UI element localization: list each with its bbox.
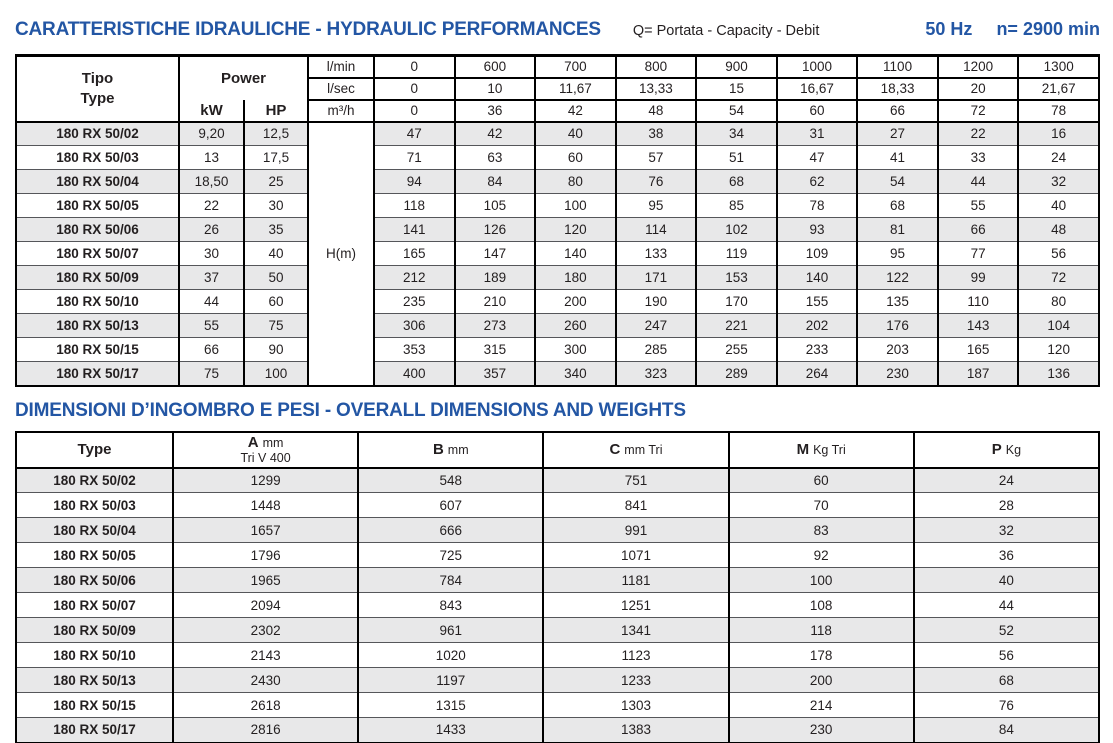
head-value-cell: 34 [696, 122, 777, 146]
power-hp-cell: 100 [244, 362, 308, 386]
dim-b-cell: 666 [358, 518, 543, 543]
flow-value-cell: 700 [535, 56, 616, 78]
head-value-cell: 33 [938, 146, 1019, 170]
flow-value-cell: 11,67 [535, 78, 616, 100]
head-value-cell: 133 [616, 242, 697, 266]
head-value-cell: 100 [535, 194, 616, 218]
head-value-cell: 126 [455, 218, 536, 242]
power-hp-cell: 12,5 [244, 122, 308, 146]
head-value-cell: 176 [857, 314, 938, 338]
hydraulic-row [16, 290, 1099, 314]
power-kw-cell: 26 [179, 218, 244, 242]
dimensions-row [16, 468, 1099, 493]
dim-a-cell: 2143 [173, 643, 358, 668]
dim-m-cell: 214 [729, 693, 914, 718]
head-value-cell: 400 [374, 362, 455, 386]
flow-value-cell: 66 [857, 100, 938, 122]
head-value-cell: 114 [616, 218, 697, 242]
head-value-cell: 32 [1018, 170, 1099, 194]
dim-b-cell: 725 [358, 543, 543, 568]
power-kw-cell: 22 [179, 194, 244, 218]
dimensions-row [16, 643, 1099, 668]
head-value-cell: 212 [374, 266, 455, 290]
dimensions-table-header [16, 432, 1099, 468]
head-value-cell: 47 [777, 146, 858, 170]
dimensions-row [16, 668, 1099, 693]
head-value-cell: 94 [374, 170, 455, 194]
flow-value-cell: 1300 [1018, 56, 1099, 78]
dim-c-cell: 1181 [543, 568, 728, 593]
head-value-cell: 233 [777, 338, 858, 362]
hydraulic-row [16, 146, 1099, 170]
head-value-cell: 68 [857, 194, 938, 218]
power-kw-cell: 55 [179, 314, 244, 338]
head-value-cell: 54 [857, 170, 938, 194]
dims-col-b: B mm [358, 432, 543, 468]
hydraulic-row [16, 362, 1099, 386]
head-value-cell: 62 [777, 170, 858, 194]
dim-m-cell: 100 [729, 568, 914, 593]
dim-p-cell: 44 [914, 593, 1099, 618]
head-value-cell: 221 [696, 314, 777, 338]
dim-p-cell: 68 [914, 668, 1099, 693]
frequency-speed-group [925, 19, 1100, 40]
dims-col-p: P Kg [914, 432, 1099, 468]
power-kw-cell: 37 [179, 266, 244, 290]
head-value-cell: 340 [535, 362, 616, 386]
pump-type-cell: 180 RX 50/07 [16, 593, 173, 618]
head-value-cell: 80 [1018, 290, 1099, 314]
dim-m-cell: 83 [729, 518, 914, 543]
head-value-cell: 119 [696, 242, 777, 266]
dimensions-row [16, 718, 1099, 743]
dim-c-cell: 1303 [543, 693, 728, 718]
power-hp-cell: 90 [244, 338, 308, 362]
hydraulic-row [16, 194, 1099, 218]
dimensions-row [16, 568, 1099, 593]
dimensions-header-row [16, 432, 1099, 468]
dim-p-cell: 84 [914, 718, 1099, 743]
hydraulic-tbody [16, 122, 1099, 386]
flow-value-cell: 36 [455, 100, 536, 122]
head-value-cell: 38 [616, 122, 697, 146]
head-value-cell: 24 [1018, 146, 1099, 170]
head-value-cell: 118 [374, 194, 455, 218]
dims-col-type: Type [16, 432, 173, 468]
flow-value-cell: 600 [455, 56, 536, 78]
dim-a-cell: 1299 [173, 468, 358, 493]
dim-b-cell: 1020 [358, 643, 543, 668]
head-value-cell: 230 [857, 362, 938, 386]
dim-m-cell: 108 [729, 593, 914, 618]
head-value-cell: 247 [616, 314, 697, 338]
head-value-cell: 48 [1018, 218, 1099, 242]
flow-note: Q= Portata - Capacity - Debit [632, 23, 820, 39]
dim-a-cell: 2618 [173, 693, 358, 718]
head-value-cell: 95 [857, 242, 938, 266]
pump-type-cell: 180 RX 50/06 [16, 218, 179, 242]
head-value-cell: 155 [777, 290, 858, 314]
dim-p-cell: 76 [914, 693, 1099, 718]
dim-b-cell: 1433 [358, 718, 543, 743]
unit-lmin-cell: l/min [308, 56, 374, 78]
dim-b-cell: 1197 [358, 668, 543, 693]
head-value-cell: 143 [938, 314, 1019, 338]
flow-value-cell: 48 [616, 100, 697, 122]
head-value-cell: 140 [535, 242, 616, 266]
hydraulic-row [16, 170, 1099, 194]
power-kw-cell: 66 [179, 338, 244, 362]
dim-m-cell: 60 [729, 468, 914, 493]
dim-p-cell: 28 [914, 493, 1099, 518]
head-value-cell: 140 [777, 266, 858, 290]
head-value-cell: 85 [696, 194, 777, 218]
head-value-cell: 273 [455, 314, 536, 338]
dimensions-row [16, 493, 1099, 518]
dims-tbody [16, 468, 1099, 743]
power-hp-cell: 50 [244, 266, 308, 290]
dim-b-cell: 1315 [358, 693, 543, 718]
hydraulic-table [15, 54, 1100, 387]
head-value-cell: 136 [1018, 362, 1099, 386]
hydraulic-row [16, 338, 1099, 362]
dimensions-row [16, 543, 1099, 568]
kw-header-cell: kW [179, 100, 244, 122]
head-value-cell: 71 [374, 146, 455, 170]
head-value-cell: 99 [938, 266, 1019, 290]
dim-m-cell: 118 [729, 618, 914, 643]
flow-value-cell: 0 [374, 78, 455, 100]
flow-value-cell: 72 [938, 100, 1019, 122]
dim-a-cell: 1448 [173, 493, 358, 518]
head-value-cell: 80 [535, 170, 616, 194]
dim-m-cell: 70 [729, 493, 914, 518]
dim-m-cell: 178 [729, 643, 914, 668]
head-value-cell: 16 [1018, 122, 1099, 146]
head-value-cell: 120 [1018, 338, 1099, 362]
dimensions-row [16, 593, 1099, 618]
head-value-cell: 171 [616, 266, 697, 290]
dim-a-cell: 2094 [173, 593, 358, 618]
pump-type-cell: 180 RX 50/10 [16, 290, 179, 314]
head-value-cell: 27 [857, 122, 938, 146]
dim-b-cell: 548 [358, 468, 543, 493]
dim-b-cell: 607 [358, 493, 543, 518]
dim-a-cell: 2430 [173, 668, 358, 693]
flow-value-cell: 1200 [938, 56, 1019, 78]
dim-c-cell: 1251 [543, 593, 728, 618]
tipo-label: Tipo [81, 70, 114, 88]
head-value-cell: 95 [616, 194, 697, 218]
flow-value-cell: 60 [777, 100, 858, 122]
flow-row-m3h [16, 100, 1099, 122]
hydraulic-row [16, 266, 1099, 290]
dim-a-cell: 2302 [173, 618, 358, 643]
head-value-cell: 105 [455, 194, 536, 218]
flow-value-cell: 13,33 [616, 78, 697, 100]
pump-type-cell: 180 RX 50/13 [16, 314, 179, 338]
head-value-cell: 93 [777, 218, 858, 242]
head-value-cell: 300 [535, 338, 616, 362]
power-hp-cell: 35 [244, 218, 308, 242]
dimensions-table [15, 431, 1100, 743]
dim-a-cell: 1657 [173, 518, 358, 543]
pump-type-cell: 180 RX 50/17 [16, 362, 179, 386]
type-label: Type [80, 89, 115, 107]
pump-type-cell: 180 RX 50/05 [16, 543, 173, 568]
head-value-cell: 264 [777, 362, 858, 386]
dims-col-m: M Kg Tri [729, 432, 914, 468]
head-value-cell: 260 [535, 314, 616, 338]
pump-type-cell: 180 RX 50/10 [16, 643, 173, 668]
flow-value-cell: 1100 [857, 56, 938, 78]
head-value-cell: 77 [938, 242, 1019, 266]
head-value-cell: 47 [374, 122, 455, 146]
flow-value-cell: 10 [455, 78, 536, 100]
head-value-cell: 180 [535, 266, 616, 290]
head-value-cell: 68 [696, 170, 777, 194]
head-value-cell: 57 [616, 146, 697, 170]
pump-type-cell: 180 RX 50/03 [16, 146, 179, 170]
hydraulic-section-header [15, 19, 1100, 41]
pump-type-cell: 180 RX 50/05 [16, 194, 179, 218]
dim-p-cell: 40 [914, 568, 1099, 593]
frequency-label: 50 Hz [925, 19, 973, 39]
pump-type-cell: 180 RX 50/02 [16, 468, 173, 493]
head-value-cell: 357 [455, 362, 536, 386]
head-value-cell: 66 [938, 218, 1019, 242]
unit-m3h-cell: m³/h [308, 100, 374, 122]
head-value-cell: 189 [455, 266, 536, 290]
head-value-cell: 110 [938, 290, 1019, 314]
power-hp-cell: 75 [244, 314, 308, 338]
head-value-cell: 353 [374, 338, 455, 362]
flow-value-cell: 800 [616, 56, 697, 78]
dim-b-cell: 843 [358, 593, 543, 618]
head-value-cell: 31 [777, 122, 858, 146]
dims-col-a: A mm Tri V 400 [173, 432, 358, 468]
dim-c-cell: 1233 [543, 668, 728, 693]
flow-row-lmin [16, 56, 1099, 78]
dimensions-row [16, 618, 1099, 643]
dim-p-cell: 56 [914, 643, 1099, 668]
dim-c-cell: 1341 [543, 618, 728, 643]
dim-c-cell: 841 [543, 493, 728, 518]
head-value-cell: 102 [696, 218, 777, 242]
flow-value-cell: 18,33 [857, 78, 938, 100]
head-value-cell: 285 [616, 338, 697, 362]
dim-p-cell: 24 [914, 468, 1099, 493]
power-kw-cell: 75 [179, 362, 244, 386]
flow-value-cell: 42 [535, 100, 616, 122]
head-value-cell: 165 [938, 338, 1019, 362]
pump-type-cell: 180 RX 50/15 [16, 693, 173, 718]
head-value-cell: 323 [616, 362, 697, 386]
head-unit-cell: H(m) [308, 122, 374, 386]
head-value-cell: 170 [696, 290, 777, 314]
head-value-cell: 60 [535, 146, 616, 170]
head-value-cell: 44 [938, 170, 1019, 194]
dimensions-row [16, 518, 1099, 543]
hydraulic-row [16, 218, 1099, 242]
head-value-cell: 104 [1018, 314, 1099, 338]
dim-m-cell: 230 [729, 718, 914, 743]
pump-type-cell: 180 RX 50/15 [16, 338, 179, 362]
flow-value-cell: 16,67 [777, 78, 858, 100]
power-hp-cell: 25 [244, 170, 308, 194]
dim-p-cell: 36 [914, 543, 1099, 568]
flow-value-cell: 20 [938, 78, 1019, 100]
dims-col-a-sub: Tri V 400 [240, 450, 291, 465]
dim-c-cell: 991 [543, 518, 728, 543]
pump-type-cell: 180 RX 50/04 [16, 170, 179, 194]
dim-a-cell: 2816 [173, 718, 358, 743]
dimensions-title: DIMENSIONI D’INGOMBRO E PESI - OVERALL DIMENSIONS AND WEIGHTS [15, 399, 686, 421]
power-hp-cell: 17,5 [244, 146, 308, 170]
head-value-cell: 255 [696, 338, 777, 362]
power-kw-cell: 18,50 [179, 170, 244, 194]
pump-type-cell: 180 RX 50/09 [16, 618, 173, 643]
dim-a-cell: 1965 [173, 568, 358, 593]
dim-m-cell: 200 [729, 668, 914, 693]
head-value-cell: 41 [857, 146, 938, 170]
dim-c-cell: 1071 [543, 543, 728, 568]
flow-value-cell: 1000 [777, 56, 858, 78]
unit-lsec-cell: l/sec [308, 78, 374, 100]
head-value-cell: 200 [535, 290, 616, 314]
flow-value-cell: 21,67 [1018, 78, 1099, 100]
flow-value-cell: 0 [374, 56, 455, 78]
dim-a-cell: 1796 [173, 543, 358, 568]
pump-type-cell: 180 RX 50/04 [16, 518, 173, 543]
pump-type-cell: 180 RX 50/03 [16, 493, 173, 518]
hydraulic-row [16, 314, 1099, 338]
head-value-cell: 51 [696, 146, 777, 170]
head-value-cell: 165 [374, 242, 455, 266]
head-value-cell: 202 [777, 314, 858, 338]
speed-label: n= 2900 min [996, 19, 1100, 39]
hp-header-cell: HP [244, 100, 308, 122]
dim-c-cell: 1123 [543, 643, 728, 668]
head-value-cell: 315 [455, 338, 536, 362]
dim-b-cell: 961 [358, 618, 543, 643]
dim-c-cell: 1383 [543, 718, 728, 743]
head-value-cell: 122 [857, 266, 938, 290]
dim-m-cell: 92 [729, 543, 914, 568]
power-header-cell: Power [179, 56, 308, 100]
flow-value-cell: 15 [696, 78, 777, 100]
flow-value-cell: 78 [1018, 100, 1099, 122]
pump-type-cell: 180 RX 50/02 [16, 122, 179, 146]
pump-type-cell: 180 RX 50/06 [16, 568, 173, 593]
head-value-cell: 147 [455, 242, 536, 266]
dim-c-cell: 751 [543, 468, 728, 493]
head-value-cell: 40 [1018, 194, 1099, 218]
power-hp-cell: 40 [244, 242, 308, 266]
head-value-cell: 81 [857, 218, 938, 242]
pump-type-cell: 180 RX 50/09 [16, 266, 179, 290]
hydraulic-table-header [16, 56, 1099, 122]
flow-value-cell: 54 [696, 100, 777, 122]
head-value-cell: 203 [857, 338, 938, 362]
head-value-cell: 190 [616, 290, 697, 314]
pump-type-cell: 180 RX 50/13 [16, 668, 173, 693]
head-value-cell: 135 [857, 290, 938, 314]
head-value-cell: 153 [696, 266, 777, 290]
head-value-cell: 63 [455, 146, 536, 170]
head-value-cell: 289 [696, 362, 777, 386]
head-value-cell: 210 [455, 290, 536, 314]
tipo-type-header-cell [16, 56, 179, 122]
head-value-cell: 235 [374, 290, 455, 314]
pump-type-cell: 180 RX 50/17 [16, 718, 173, 743]
head-value-cell: 120 [535, 218, 616, 242]
head-value-cell: 141 [374, 218, 455, 242]
head-value-cell: 187 [938, 362, 1019, 386]
head-value-cell: 22 [938, 122, 1019, 146]
power-kw-cell: 30 [179, 242, 244, 266]
head-value-cell: 42 [455, 122, 536, 146]
hydraulic-row [16, 242, 1099, 266]
dim-p-cell: 52 [914, 618, 1099, 643]
flow-value-cell: 0 [374, 100, 455, 122]
head-value-cell: 306 [374, 314, 455, 338]
hydraulic-row [16, 122, 1099, 146]
hydraulic-title: CARATTERISTICHE IDRAULICHE - HYDRAULIC PERFORMANCES [15, 19, 601, 40]
pump-type-cell: 180 RX 50/07 [16, 242, 179, 266]
dim-p-cell: 32 [914, 518, 1099, 543]
dimensions-row [16, 693, 1099, 718]
head-value-cell: 109 [777, 242, 858, 266]
power-hp-cell: 60 [244, 290, 308, 314]
head-value-cell: 55 [938, 194, 1019, 218]
head-value-cell: 72 [1018, 266, 1099, 290]
head-value-cell: 76 [616, 170, 697, 194]
head-value-cell: 40 [535, 122, 616, 146]
dim-b-cell: 784 [358, 568, 543, 593]
power-kw-cell: 44 [179, 290, 244, 314]
dims-col-c: C mm Tri [543, 432, 728, 468]
head-value-cell: 56 [1018, 242, 1099, 266]
power-hp-cell: 30 [244, 194, 308, 218]
head-value-cell: 78 [777, 194, 858, 218]
power-kw-cell: 13 [179, 146, 244, 170]
head-value-cell: 84 [455, 170, 536, 194]
power-kw-cell: 9,20 [179, 122, 244, 146]
flow-value-cell: 900 [696, 56, 777, 78]
